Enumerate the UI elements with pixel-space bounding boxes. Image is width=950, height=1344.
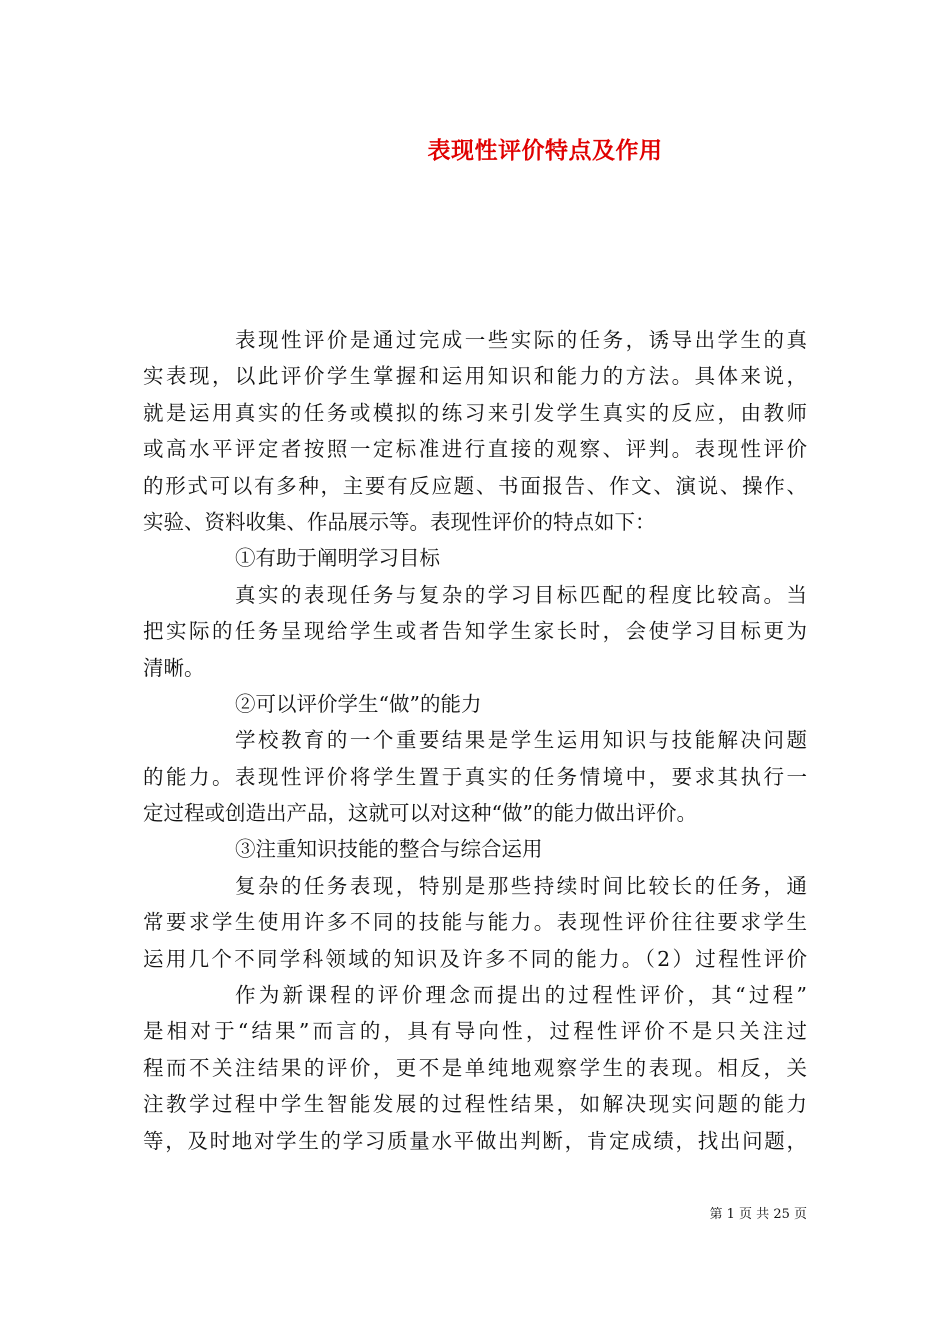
page-title: 表现性评价特点及作用	[427, 137, 663, 164]
page-number: 第 1 页 共 25 页	[709, 1207, 807, 1222]
paragraph-line: 清晰。	[143, 655, 205, 680]
paragraph-line: 实验、资料收集、作品展示等。表现性评价的特点如下：	[143, 509, 656, 534]
paragraph-line: 等，及时地对学生的学习质量水平做出判断，肯定成绩，找出问题，	[143, 1128, 807, 1153]
paragraph-line: 把实际的任务呈现给学生或者告知学生家长时，会使学习目标更为	[143, 619, 807, 644]
section-heading: ①有助于阐明学习目标	[235, 546, 440, 571]
paragraph-line: 定过程或创造出产品，这就可以对这种“做”的能力做出评价。	[143, 801, 697, 826]
paragraph-line: 就是运用真实的任务或模拟的练习来引发学生真实的反应，由教师	[143, 400, 807, 425]
document-body	[143, 322, 807, 1159]
paragraph-line: 程而不关注结果的评价，更不是单纯地观察学生的表现。相反，关	[143, 1055, 807, 1080]
paragraph-line: 常要求学生使用许多不同的技能与能力。表现性评价往往要求学生	[143, 910, 807, 935]
paragraph-line: 运用几个不同学科领域的知识及许多不同的能力。（2）过程性评价	[143, 946, 807, 971]
paragraph-line: 作为新课程的评价理念而提出的过程性评价，其“过程”	[235, 983, 807, 1008]
paragraph-line: 是相对于“结果”而言的，具有导向性，过程性评价不是只关注过	[143, 1019, 807, 1044]
paragraph-line: 表现性评价是通过完成一些实际的任务，诱导出学生的真	[235, 328, 807, 352]
paragraph-line: 的形式可以有多种，主要有反应题、书面报告、作文、演说、操作、	[143, 473, 807, 498]
paragraph-line: 的能力。表现性评价将学生置于真实的任务情境中，要求其执行一	[143, 764, 807, 789]
paragraph-line: 实表现，以此评价学生掌握和运用知识和能力的方法。具体来说，	[143, 364, 807, 389]
paragraph-line: 学校教育的一个重要结果是学生运用知识与技能解决问题	[235, 728, 807, 753]
paragraph-line: 注教学过程中学生智能发展的过程性结果，如解决现实问题的能力	[143, 1092, 807, 1117]
paragraph-line: 复杂的任务表现，特别是那些持续时间比较长的任务，通	[235, 873, 807, 898]
section-heading: ②可以评价学生“做”的能力	[235, 691, 482, 716]
paragraph-line: 真实的表现任务与复杂的学习目标匹配的程度比较高。当	[235, 582, 807, 607]
section-heading: ③注重知识技能的整合与综合运用	[235, 837, 543, 862]
paragraph-line: 或高水平评定者按照一定标准进行直接的观察、评判。表现性评价	[143, 437, 807, 462]
